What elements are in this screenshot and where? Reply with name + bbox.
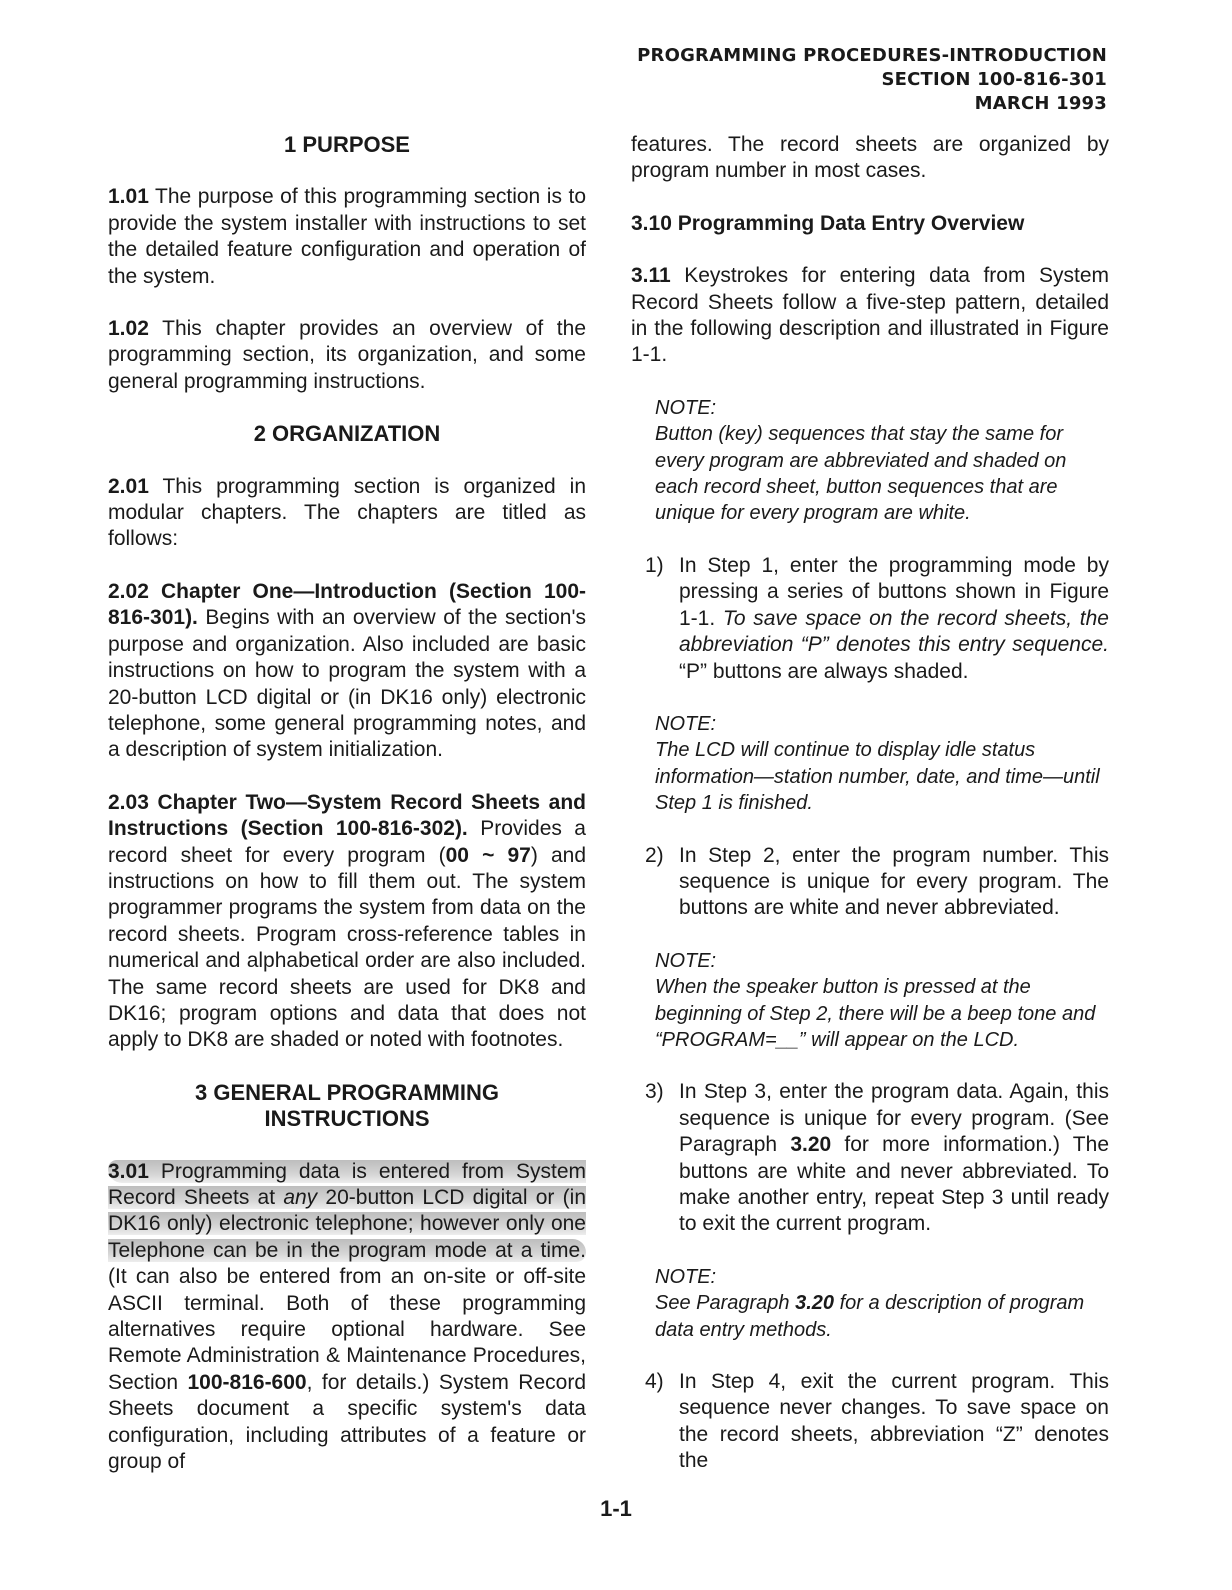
step-text: In Step 3, enter the program data. Again, this sequence is unique for every program. (See Paragraph xyxy=(679,1080,1109,1157)
step-text: for more information.) The buttons are white and never abbreviated. To make another entry, repeat Step 3 until ready to exit the current program. xyxy=(679,1133,1109,1236)
step-text-italic: To save space on the record sheets, the abbreviation “P” denotes this entry sequence. xyxy=(679,606,1109,657)
step-marker: 3) xyxy=(645,1080,664,1104)
para-text: Provides a record sheet for every program ( xyxy=(108,817,586,867)
note-text: Button (key) sequences that stay the same for every program are abbreviated and shaded on each record sheet, button sequences that are unique for every program are white. xyxy=(655,423,1067,525)
paragraph-reference: 3.20 xyxy=(790,1133,832,1157)
left-column xyxy=(108,132,586,1501)
note-text: When the speaker button is pressed at the beginning of Step 2, there will be a beep tone and “PROGRAM=__” will appear on the LCD. xyxy=(655,976,1096,1051)
program-range: 00 ~ 97 xyxy=(445,843,531,867)
paragraph-3-01 xyxy=(108,1159,586,1476)
para-number: 1.01 xyxy=(108,185,149,209)
paragraph-2-02 xyxy=(108,579,586,764)
emphasis-any: any xyxy=(283,1186,318,1209)
heading-3-10: 3.10 Programming Data Entry Overview xyxy=(631,211,1025,235)
heading-purpose: 1 PURPOSE xyxy=(284,132,410,157)
para-heading: 2.03 Chapter Two—System Record Sheets and Instructions (Section 100-816-302). xyxy=(108,790,586,841)
note-3 xyxy=(655,948,1109,1054)
header-date: MARCH 1993 xyxy=(974,93,1107,114)
para-text: The purpose of this programming section is to provide the system installer with instructions to set the detailed feature configuration and operation of the system. xyxy=(108,185,586,288)
paragraph-1-01 xyxy=(108,184,586,290)
note-label: NOTE: xyxy=(655,712,717,735)
para-text: This programming section is organized in modular chapters. The chapters are titled as follows: xyxy=(108,474,586,551)
note-text: The LCD will continue to display idle status information—station number, date, and time—until Step 1 is finished. xyxy=(655,739,1100,815)
para-number: 2.01 xyxy=(108,474,149,498)
para-text: Begins with an overview of the section's purpose and organization. Also included are basic instructions on how to program the system with a 20-button LCD digital or (in DK16 only) electronic telephone, some general programming notes, and a description of system initialization. xyxy=(108,606,586,762)
section-reference: 100-816-600 xyxy=(187,1370,307,1394)
continued-text: features. The record sheets are organized by program number in most cases. xyxy=(631,133,1109,183)
header-title: PROGRAMMING PROCEDURES-INTRODUCTION xyxy=(637,45,1107,66)
para-text: Programming data is entered from System Record Sheets at xyxy=(108,1159,586,1209)
step-1 xyxy=(631,553,1109,685)
right-column xyxy=(631,132,1109,1501)
running-header xyxy=(637,44,1107,116)
para-number: 3.01 xyxy=(108,1159,149,1183)
note-4 xyxy=(655,1264,1109,1343)
heading-general-programming: 3 GENERAL PROGRAMMING INSTRUCTIONS xyxy=(195,1079,499,1132)
step-3 xyxy=(631,1079,1109,1237)
para-text: (It can also be entered from an on-site or off-site ASCII terminal. Both of these programming alternatives require optional hardware. See Remote Administration & Maintenance Procedures, Section xyxy=(108,1265,586,1394)
para-heading: 2.02 Chapter One—Introduction (Section 100-816-301). xyxy=(108,579,586,630)
step-text: In Step 1, enter the programming mode by pressing a series of buttons shown in Figure 1-1. xyxy=(679,553,1109,630)
step-text: In Step 2, enter the program number. This sequence is unique for every program. The buttons are white and never abbreviated. xyxy=(679,843,1109,920)
para-text: This chapter provides an overview of the programming section, its organization, and some general programming instructions. xyxy=(108,317,586,393)
page-number: 1-1 xyxy=(600,1496,632,1521)
paragraph-2-01 xyxy=(108,474,586,553)
note-label: NOTE: xyxy=(655,949,717,972)
step-marker: 4) xyxy=(645,1370,664,1394)
paragraph-3-11 xyxy=(631,263,1109,369)
paragraph-2-03 xyxy=(108,790,586,1054)
note-2 xyxy=(655,711,1109,817)
para-text: , for details.) System Record Sheets document a specific system's data configuration, including attributes of a feature or group of xyxy=(108,1370,586,1474)
highlighted-text xyxy=(108,1160,586,1262)
para-number: 3.11 xyxy=(631,264,671,288)
para-number: 1.02 xyxy=(108,317,149,341)
step-text: “P” buttons are always shaded. xyxy=(679,659,969,683)
paragraph-reference: 3.20 xyxy=(795,1292,835,1315)
para-text: Keystrokes for entering data from System Record Sheets follow a five-step pattern, detailed in the following description and illustrated in Figure 1-1. xyxy=(631,264,1109,367)
note-label: NOTE: xyxy=(655,1265,717,1288)
note-text: See Paragraph xyxy=(655,1292,796,1315)
note-1 xyxy=(655,395,1109,527)
step-text: In Step 4, exit the current program. This sequence never changes. To save space on the record sheets, abbreviation “Z” denotes the xyxy=(679,1370,1109,1473)
para-text: 20-button LCD digital or (in DK16 only) electronic telephone; however only one Telephone can be in the program mode at a time. xyxy=(108,1186,586,1262)
header-section: SECTION 100-816-301 xyxy=(881,69,1107,90)
step-4 xyxy=(631,1369,1109,1475)
heading-organization: 2 ORGANIZATION xyxy=(253,421,441,447)
step-marker: 2) xyxy=(645,843,664,867)
paragraph-1-02 xyxy=(108,316,586,395)
note-label: NOTE: xyxy=(655,396,717,419)
step-2 xyxy=(631,843,1109,922)
note-text: for a description of program data entry methods. xyxy=(655,1292,1085,1341)
para-text: ) and instructions on how to fill them out. The system programmer programs the system from data on the record sheets. Program cross-reference tables in numerical and alphabetical order are also included. The same record sheets are used for DK8 and DK16; program options and data that does not apply to DK8 are shaded or noted with footnotes. xyxy=(108,843,587,1052)
step-marker: 1) xyxy=(645,553,664,577)
